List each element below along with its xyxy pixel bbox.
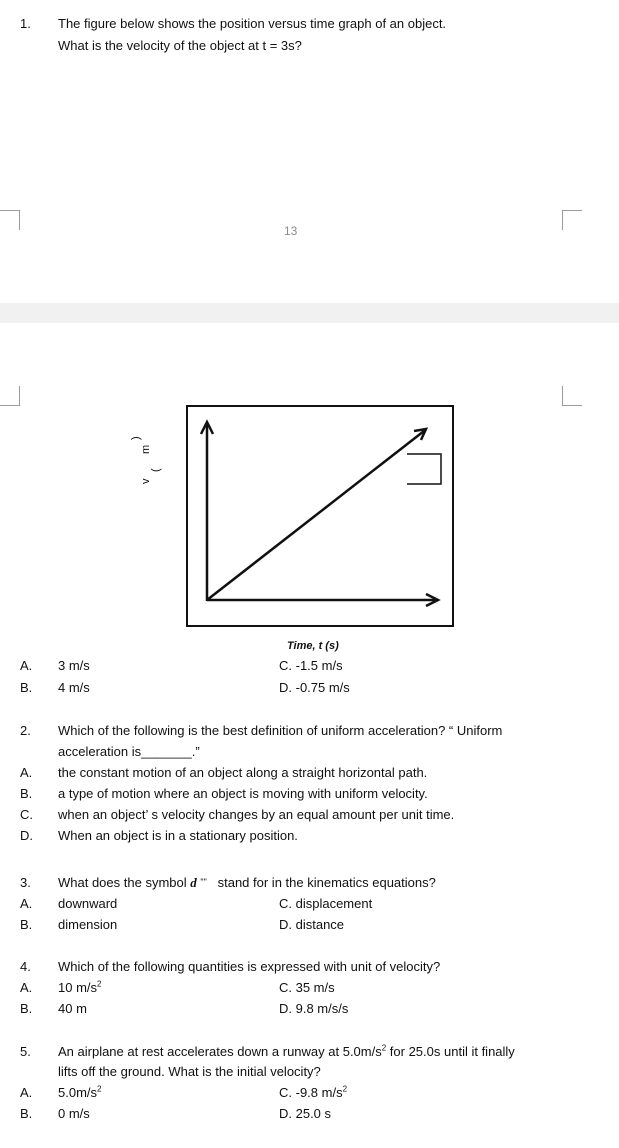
q1-option-b-letter: B. — [20, 680, 33, 695]
q2-option-b-text: a type of motion where an object is moving with uniform velocity. — [58, 786, 428, 801]
q1-option-a-letter: A. — [20, 658, 33, 673]
q3-text — [58, 874, 436, 891]
q5-option-a — [58, 1084, 101, 1101]
q3-quote: "" — [200, 877, 207, 887]
q2-text-line2: acceleration is_______.” — [58, 744, 200, 759]
graph-frame — [186, 405, 454, 627]
q3-option-b-text: dimension — [58, 917, 118, 932]
q5-text-line1-after: for 25.0s until it finally — [386, 1044, 515, 1059]
q1-option-c-text: C. -1.5 m/s — [279, 658, 343, 673]
q5-option-d-text: D. 25.0 s — [279, 1106, 332, 1121]
q3-option-a-letter: A. — [20, 896, 33, 911]
q3-text-after: stand for in the kinematics equations? — [217, 875, 436, 890]
graph-plot — [188, 407, 452, 625]
y-axis-label-open-paren: ( — [150, 468, 162, 472]
q2-text-line1: Which of the following is the best definition of uniform acceleration? “ Uniform — [58, 723, 503, 738]
q4-option-b-text: 40 m — [58, 1001, 87, 1016]
crop-mark-bottom-right — [562, 386, 582, 406]
crop-mark-top-right — [562, 210, 582, 230]
q2-number: 2. — [20, 723, 31, 738]
q4-text-line1: Which of the following quantities is expressed with unit of velocity? — [58, 959, 441, 974]
q3-text-before: What does the symbol — [58, 875, 187, 890]
q4-option-a-sup: 2 — [97, 979, 102, 989]
q3-option-b-letter: B. — [20, 917, 33, 932]
q5-option-c — [279, 1084, 347, 1101]
q5-option-a-sup: 2 — [97, 1084, 102, 1094]
q3-symbol: d — [190, 875, 197, 890]
crop-mark-bottom-left — [0, 386, 20, 406]
q4-option-b-letter: B. — [20, 1001, 33, 1016]
q5-text-line2: lifts off the ground. What is the initial velocity? — [58, 1064, 321, 1079]
q5-text-line1-before: An airplane at rest accelerates down a runway at 5.0m/s — [58, 1044, 382, 1059]
q1-option-d-text: D. -0.75 m/s — [279, 680, 350, 695]
q2-option-a-letter: A. — [20, 765, 33, 780]
q2-option-d-text: When an object is in a stationary position. — [58, 828, 298, 843]
q5-option-a-letter: A. — [20, 1085, 33, 1100]
q2-option-c-letter: C. — [20, 807, 33, 822]
q3-number: 3. — [20, 875, 31, 890]
q1-option-a-text: 3 m/s — [58, 658, 90, 673]
q4-option-c-text: C. 35 m/s — [279, 980, 335, 995]
x-axis-label: Time, t (s) — [287, 640, 339, 652]
q1-text-line1: The figure below shows the position versus time graph of an object. — [58, 16, 447, 31]
y-axis-label-close-paren: ) — [130, 436, 142, 440]
page-number: 13 — [284, 224, 298, 238]
q3-option-c-text: C. displacement — [279, 896, 373, 911]
q2-option-d-letter: D. — [20, 828, 33, 843]
q2-option-a-text: the constant motion of an object along a straight horizontal path. — [58, 765, 428, 780]
q5-option-b-letter: B. — [20, 1106, 33, 1121]
q4-option-a-letter: A. — [20, 980, 33, 995]
q5-option-c-text: C. -9.8 m/s — [279, 1085, 343, 1100]
q2-option-b-letter: B. — [20, 786, 33, 801]
q5-text-line1 — [58, 1043, 515, 1060]
y-axis-label-v: v — [140, 478, 152, 484]
q5-option-c-sup: 2 — [342, 1084, 348, 1094]
q1-number: 1. — [20, 16, 31, 31]
position-line — [207, 431, 424, 600]
q4-option-a — [58, 979, 101, 996]
y-axis-label — [130, 432, 176, 492]
q5-number: 5. — [20, 1044, 31, 1059]
q3-option-d-text: D. distance — [279, 917, 345, 932]
q1-option-b-text: 4 m/s — [58, 680, 90, 695]
q5-text-line1-sup: 2 — [381, 1043, 387, 1053]
q4-option-d-text: D. 9.8 m/s/s — [279, 1001, 349, 1016]
q4-option-a-text: 10 m/s — [58, 980, 98, 995]
crop-mark-top-left — [0, 210, 20, 230]
page-separator — [0, 303, 619, 323]
y-axis-label-m: m — [140, 444, 152, 454]
q5-option-a-text: 5.0m/s — [58, 1085, 98, 1100]
graph-label-box — [407, 454, 441, 484]
q2-option-c-text: when an object’ s velocity changes by an equal amount per unit time. — [58, 807, 455, 822]
q5-option-b-text: 0 m/s — [58, 1106, 90, 1121]
q3-option-a-text: downward — [58, 896, 118, 911]
q4-number: 4. — [20, 959, 31, 974]
q1-text-line2: What is the velocity of the object at t = 3s? — [58, 38, 302, 53]
